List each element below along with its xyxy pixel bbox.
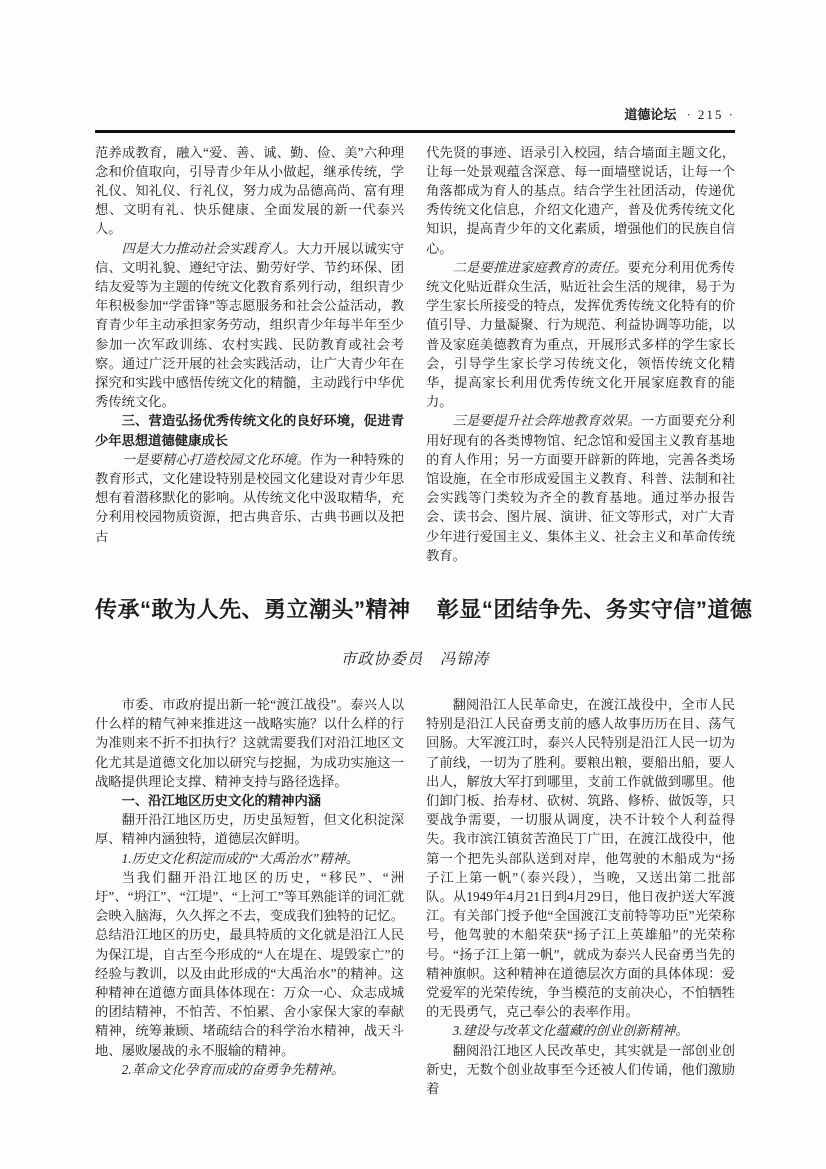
page-number: · 215 · bbox=[686, 107, 735, 122]
page-header bbox=[95, 104, 735, 126]
paragraph-lead: 四是大力推动社会实践育人。 bbox=[121, 240, 297, 256]
top-right-column bbox=[426, 143, 735, 565]
paragraph bbox=[95, 695, 404, 791]
paragraph bbox=[426, 411, 735, 565]
top-article bbox=[95, 143, 735, 565]
top-left-column bbox=[95, 143, 404, 565]
subsection-heading: 3.建设与改革文化蕴藏的创业创新精神。 bbox=[452, 1023, 689, 1039]
paragraph bbox=[426, 143, 735, 258]
paragraph-text: 大力开展以诚实守信、文明礼貌、遵纪守法、勤劳好学、节约环保、团结友爱等为主题的传统文化教育系列行动，组织青少年积极参加“学雷锋”等志愿服务和社会公益活动，教育青少年主动承担家务劳动，组织青少年每半年至少参加一次军政训练、农村实践、民防教育或社会考察。通过广泛开展的社会实践活动，让广大青少年在探究和实践中感悟传统文化的精髓，主动践行中华优秀传统文化。 bbox=[95, 240, 405, 410]
paragraph bbox=[95, 143, 404, 239]
author-line: 市政协委员 冯锦涛 bbox=[340, 650, 490, 668]
subsection-heading: 2.革命文化孕育而成的奋勇争先精神。 bbox=[121, 1061, 345, 1077]
paragraph-lead: 一是要精心打造校园文化环境。 bbox=[121, 451, 310, 467]
header-rule bbox=[95, 130, 735, 133]
bottom-left-column bbox=[95, 695, 404, 1098]
section-heading: 三、营造弘扬优秀传统文化的良好环境，促进青少年思想道德健康成长 bbox=[95, 413, 404, 448]
paragraph bbox=[95, 868, 404, 1060]
paragraph-text: 当我们翻开沿江地区的历史，“移民”、“洲圩”、“坍江”、“江堤”、“上河工”等耳熟能详的词汇就会映入脑海，久久挥之不去，变成我们独特的记忆。总结沿江地区的历史，最具特质的文化就是沿江人民为保江堤，自古至今形成的“人在堤在、堤毁家亡”的经验与教训，以及由此形成的“大禹治水”的精神。这种精神在道德方面具体体现在：万众一心、众志成城的团结精神，不怕苦、不怕累、舍小家保大家的奉献精神，统筹兼顾、堵疏结合的科学治水精神，战天斗地、屡败屡战的永不服输的精神。 bbox=[95, 869, 404, 1058]
bottom-article bbox=[95, 695, 735, 1098]
paragraph bbox=[95, 239, 404, 412]
article-title-part1: 传承“敢为人先、勇立潮头”精神 bbox=[95, 596, 411, 622]
article-title bbox=[95, 595, 753, 625]
paragraph-text: 要充分利用优秀传统文化贴近群众生活，贴近社会生活的规律，易于为学生家长所接受的特点，发挥优秀传统文化特有的价值引导、力量凝聚、行为规范、利益协调等功能，以普及家庭美德教育为重点，开展形式多样的学生家长会，引导学生家长学习传统文化，领悟传统文化精华，提高家长利用优秀传统文化开展家庭教育的能力。 bbox=[426, 259, 736, 410]
running-head-title: 道德论坛 bbox=[624, 107, 677, 122]
subsection-heading: 1.历史文化积淀而成的“大禹治水”精神。 bbox=[121, 850, 360, 866]
paragraph-text: 翻阅沿江人民革命史，在渡江战役中，全市人民特别是沿江人民奋勇支前的感人故事历历在目、荡气回肠。大军渡江时，泰兴人民特别是沿江人民一切为了前线，一切为了胜利。要粮出粮，要船出船，要人出人，解放大军打到哪里，支前工作就做到哪里。他们卸门板、抬寿材、砍树、筑路、修桥、做饭等，只要战争需要，一切服从调度，决不计较个人利益得失。我市滨江镇贫苦渔民丁广田，在渡江战役中，他第一个把先头部队送到对岸，他驾驶的木船成为“扬子江上第一帆”（泰兴段），当晚，又送出第二批部队。从1949年4月21日到4月29日，他日夜护送大军渡江。有关部门授予他“全国渡江支前特等功臣”光荣称号，他驾驶的木船荣获“扬子江上英雄船”的光荣称号。“扬子江上第一帆”，就成为泰兴人民奋勇当先的精神旗帜。这种精神在道德层次方面的具体体现：爱党爱军的光荣传统，争当模范的支前决心，不怕牺牲的无畏勇气，克己奉公的表率作用。 bbox=[426, 696, 735, 1020]
paragraph bbox=[95, 810, 404, 848]
paragraph-lead: 三是要提升社会阵地教育效果。 bbox=[452, 413, 641, 429]
paragraph bbox=[95, 450, 404, 546]
paragraph-text: 翻阅沿江地区人民改革史，其实就是一部创业创新史，无数个创业故事至今还被人们传诵，他们激励着 bbox=[426, 1042, 735, 1097]
paragraph-text: 作为一种特殊的教育形式，文化建设特别是校园文化建设对青少年思想有着潜移默化的影响。从传统文化中汲取精华，充分利用校园物质资源，把古典音乐、古典书画以及把古 bbox=[95, 451, 405, 544]
paragraph bbox=[426, 1041, 735, 1099]
paragraph-text: 范养成教育，融入“爱、善、诚、勤、俭、美”六种理念和价值取向，引导青少年从小做起，继承传统，学礼仪、知礼仪、行礼仪，努力成为品德高尚、富有理想、文明有礼、快乐健康、全面发展的新一代泰兴人。 bbox=[95, 144, 404, 237]
paragraph-lead: 二是要推进家庭教育的责任。 bbox=[452, 259, 628, 275]
paragraph bbox=[426, 258, 735, 412]
paragraph-text: 一方面要充分利用好现有的各类博物馆、纪念馆和爱国主义教育基地的育人作用；另一方面要开辟新的阵地，完善各类场馆设施，在全市形成爱国主义教育、科普、法制和社会实践等门类较为齐全的教育基地。通过举办报告会、读书会、图片展、演讲、征文等形式，对广大青少年进行爱国主义、集体主义、社会主义和革命传统教育。 bbox=[426, 413, 736, 563]
paragraph bbox=[426, 695, 735, 1021]
bottom-right-column bbox=[426, 695, 735, 1098]
paragraph-text: 翻开沿江地区历史，历史虽短暂，但文化积淀深厚、精神内涵独特，道德层次鲜明。 bbox=[95, 812, 404, 847]
article-title-part2: 彰显“团结争先、务实守信”道德 bbox=[436, 596, 753, 622]
paragraph-text: 市委、市政府提出新一轮“渡江战役”。泰兴人以什么样的精气神来推进这一战略实施？以什么样的行为准则来不折不扣执行？这就需要我们对沿江地区文化尤其是道德文化加以研究与挖掘，为成功实施这一战略提供理论支撑、精神支持与路径选择。 bbox=[95, 696, 404, 789]
section-heading: 一、沿江地区历史文化的精神内涵 bbox=[121, 792, 322, 808]
paragraph-text: 代先贤的事迹、语录引入校园，结合墙面主题文化，让每一处景观蕴含深意、每一面墙壁说话，让每一个角落都成为育人的基点。结合学生社团活动，传递优秀传统文化信息，介绍文化遗产，普及优秀传统文化知识，提高青少年的文化素质，增强他们的民族自信心。 bbox=[426, 144, 735, 256]
